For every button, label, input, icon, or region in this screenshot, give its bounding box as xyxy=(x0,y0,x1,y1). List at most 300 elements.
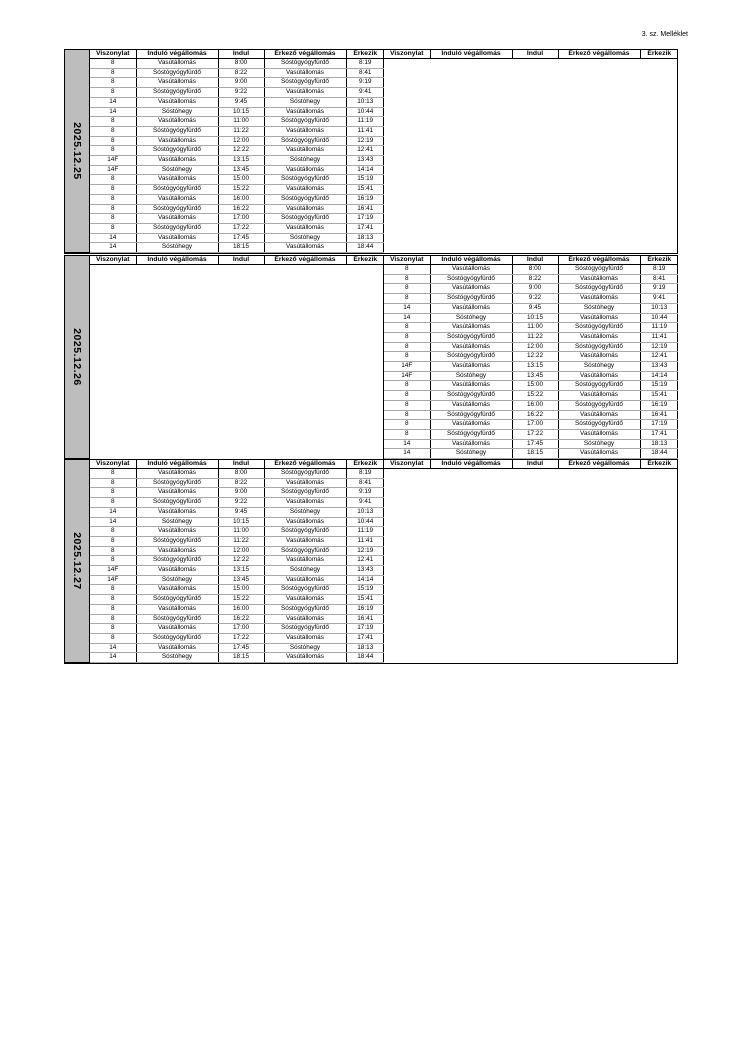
table-cell: 9:19 xyxy=(640,284,678,294)
table-cell: 8 xyxy=(90,204,136,214)
table-cell: 9:41 xyxy=(346,88,384,98)
table-cell: Sóstógyógyfürdő xyxy=(264,136,346,146)
table-cell: 18:15 xyxy=(218,243,264,253)
table-cell: 16:22 xyxy=(218,614,264,624)
table-cell: Vasútállomás xyxy=(558,332,640,342)
table-row xyxy=(90,585,384,595)
table-cell: 14F xyxy=(90,575,136,585)
table-cell: 11:19 xyxy=(640,323,678,333)
table-cell: 9:22 xyxy=(218,498,264,508)
header-row xyxy=(90,460,384,469)
left-timetable xyxy=(90,49,384,253)
table-cell: Sóstógyógyfürdő xyxy=(264,488,346,498)
table-cell: 8 xyxy=(384,332,430,342)
table-cell: 8 xyxy=(384,391,430,401)
column-header: Viszonylat xyxy=(90,50,136,59)
timetable xyxy=(90,459,384,663)
table-cell: 18:13 xyxy=(640,439,678,449)
table-cell: 18:15 xyxy=(512,449,558,459)
table-cell: Vasútállomás xyxy=(136,604,218,614)
table-cell: 14 xyxy=(90,517,136,527)
table-cell: 8 xyxy=(384,342,430,352)
table-cell: Vasútállomás xyxy=(264,633,346,643)
timetable xyxy=(384,255,678,459)
table-cell: Vasútállomás xyxy=(558,274,640,284)
table-cell: 14 xyxy=(90,507,136,517)
table-cell: Vasútállomás xyxy=(558,371,640,381)
table-row xyxy=(90,78,384,88)
table-cell: Sóstóhegy xyxy=(264,566,346,576)
table-cell: 8 xyxy=(90,126,136,136)
table-row xyxy=(90,243,384,253)
table-cell: Vasútállomás xyxy=(430,420,512,430)
table-cell: 9:41 xyxy=(346,498,384,508)
column-header: Érkezik xyxy=(346,460,384,469)
table-cell: 14 xyxy=(90,233,136,243)
table-cell: 12:22 xyxy=(218,556,264,566)
table-cell: Sóstóhegy xyxy=(558,439,640,449)
table-row xyxy=(90,165,384,175)
table-cell: 8 xyxy=(90,194,136,204)
table-row xyxy=(90,175,384,185)
table-cell: 13:15 xyxy=(218,156,264,166)
table-cell: 12:22 xyxy=(218,146,264,156)
table-cell: 15:00 xyxy=(218,175,264,185)
table-cell: 14:14 xyxy=(346,165,384,175)
annex-label: 3. sz. Melléklet xyxy=(641,31,688,38)
table-cell: Vasútállomás xyxy=(430,439,512,449)
table-cell: 12:00 xyxy=(512,342,558,352)
table-cell: 16:22 xyxy=(218,204,264,214)
table-cell: 8:00 xyxy=(512,265,558,275)
table-row xyxy=(90,194,384,204)
table-cell: Vasútállomás xyxy=(136,156,218,166)
table-cell: 17:22 xyxy=(218,633,264,643)
table-cell: 9:00 xyxy=(218,78,264,88)
table-cell: 12:19 xyxy=(640,342,678,352)
table-cell: Vasútállomás xyxy=(430,323,512,333)
table-row xyxy=(384,274,678,284)
column-header: Érkező végállomás xyxy=(558,256,640,265)
table-row xyxy=(90,614,384,624)
table-cell: Sóstógyógyfürdő xyxy=(136,223,218,233)
table-cell: 18:13 xyxy=(346,233,384,243)
table-cell: 8 xyxy=(90,78,136,88)
table-row xyxy=(90,469,384,479)
table-cell: 17:45 xyxy=(218,643,264,653)
table-row xyxy=(90,527,384,537)
table-cell: 8 xyxy=(90,146,136,156)
table-cell: 16:41 xyxy=(346,614,384,624)
table-cell: Vasútállomás xyxy=(136,527,218,537)
table-cell: 9:41 xyxy=(640,294,678,304)
table-cell: 8 xyxy=(384,274,430,284)
table-cell: 8 xyxy=(384,400,430,410)
table-cell: Vasútállomás xyxy=(136,78,218,88)
table-cell: 8 xyxy=(90,488,136,498)
table-row xyxy=(384,332,678,342)
table-row xyxy=(384,371,678,381)
table-cell: Sóstóhegy xyxy=(136,107,218,117)
table-row xyxy=(90,517,384,527)
table-cell: Vasútállomás xyxy=(264,498,346,508)
table-cell: Sóstógyógyfürdő xyxy=(264,527,346,537)
table-cell: 8:00 xyxy=(218,59,264,69)
table-cell: 15:41 xyxy=(346,185,384,195)
table-cell: 8 xyxy=(90,214,136,224)
table-cell: 12:19 xyxy=(346,546,384,556)
table-cell: 8 xyxy=(90,88,136,98)
table-cell: Sóstógyógyfürdő xyxy=(264,214,346,224)
table-row xyxy=(384,391,678,401)
table-cell: 18:44 xyxy=(346,653,384,663)
table-cell: Vasútállomás xyxy=(136,194,218,204)
table-cell: Sóstógyógyfürdő xyxy=(430,332,512,342)
table-cell: Sóstógyógyfürdő xyxy=(264,546,346,556)
table-cell: Vasútállomás xyxy=(558,429,640,439)
table-row xyxy=(90,595,384,605)
table-cell: Sóstóhegy xyxy=(430,313,512,323)
table-row xyxy=(90,488,384,498)
table-cell: 14F xyxy=(384,371,430,381)
table-cell: 9:22 xyxy=(512,294,558,304)
table-cell: 13:45 xyxy=(218,575,264,585)
table-cell: 17:45 xyxy=(218,233,264,243)
timetable xyxy=(384,459,678,469)
column-header: Induló végállomás xyxy=(430,256,512,265)
table-cell: 15:19 xyxy=(640,381,678,391)
table-cell: Sóstógyógyfürdő xyxy=(136,204,218,214)
table-cell: Vasútállomás xyxy=(430,265,512,275)
column-header: Érkezik xyxy=(346,50,384,59)
table-cell: 9:19 xyxy=(346,78,384,88)
day-block xyxy=(64,255,678,460)
table-cell: 18:13 xyxy=(346,643,384,653)
table-cell: 15:00 xyxy=(218,585,264,595)
table-cell: Sóstóhegy xyxy=(136,517,218,527)
table-cell: Vasútállomás xyxy=(558,449,640,459)
table-cell: Vasútállomás xyxy=(430,400,512,410)
table-cell: Sóstógyógyfürdő xyxy=(264,604,346,614)
table-cell: Sóstóhegy xyxy=(430,449,512,459)
table-cell: 9:00 xyxy=(218,488,264,498)
table-cell: 16:41 xyxy=(346,204,384,214)
table-cell: 8 xyxy=(384,294,430,304)
table-cell: Sóstóhegy xyxy=(264,507,346,517)
header-row xyxy=(90,50,384,59)
column-header: Érkezik xyxy=(640,256,678,265)
table-row xyxy=(384,420,678,430)
table-cell: 18:44 xyxy=(346,243,384,253)
table-cell: Sóstóhegy xyxy=(136,653,218,663)
table-cell: 11:00 xyxy=(218,117,264,127)
table-cell: Vasútállomás xyxy=(136,59,218,69)
table-row xyxy=(384,303,678,313)
column-header: Induló végállomás xyxy=(136,460,218,469)
table-cell: 14 xyxy=(90,97,136,107)
table-cell: 10:13 xyxy=(346,507,384,517)
date-cell xyxy=(64,459,90,663)
table-cell: 17:22 xyxy=(218,223,264,233)
table-cell: 8 xyxy=(90,59,136,69)
table-row xyxy=(384,381,678,391)
column-header: Viszonylat xyxy=(90,460,136,469)
column-header: Viszonylat xyxy=(384,256,430,265)
table-cell: Vasútállomás xyxy=(558,294,640,304)
table-cell: Sóstógyógyfürdő xyxy=(136,556,218,566)
table-cell: 14F xyxy=(90,165,136,175)
table-cell: 8 xyxy=(90,117,136,127)
column-header: Indul xyxy=(218,256,264,265)
column-header: Érkezik xyxy=(346,256,384,265)
table-cell: 13:43 xyxy=(640,362,678,372)
table-row xyxy=(90,643,384,653)
table-row xyxy=(90,233,384,243)
table-cell: Sóstógyógyfürdő xyxy=(430,274,512,284)
table-row xyxy=(90,204,384,214)
table-cell: Vasútállomás xyxy=(136,97,218,107)
column-header: Érkezik xyxy=(640,460,678,469)
table-cell: Sóstógyógyfürdő xyxy=(264,469,346,479)
table-cell: 13:43 xyxy=(346,156,384,166)
table-cell: 8 xyxy=(384,265,430,275)
table-cell: Vasútállomás xyxy=(136,585,218,595)
timetable xyxy=(384,49,678,59)
header-row xyxy=(384,50,678,59)
table-cell: Vasútállomás xyxy=(264,204,346,214)
table-cell: Sóstógyógyfürdő xyxy=(136,536,218,546)
table-cell: 13:45 xyxy=(512,371,558,381)
table-row xyxy=(384,429,678,439)
column-header: Viszonylat xyxy=(384,460,430,469)
table-row xyxy=(90,624,384,634)
table-cell: Vasútállomás xyxy=(430,284,512,294)
table-cell: 12:19 xyxy=(346,136,384,146)
table-cell: 12:00 xyxy=(218,546,264,556)
table-cell: 8 xyxy=(384,323,430,333)
table-cell: 10:15 xyxy=(512,313,558,323)
table-cell: 8 xyxy=(384,284,430,294)
table-cell: Vasútállomás xyxy=(264,243,346,253)
table-cell: Vasútállomás xyxy=(558,391,640,401)
table-cell: Sóstógyógyfürdő xyxy=(264,194,346,204)
table-cell: Vasútállomás xyxy=(264,146,346,156)
table-cell: Sóstógyógyfürdő xyxy=(558,265,640,275)
table-row xyxy=(384,284,678,294)
table-cell: 8 xyxy=(90,633,136,643)
table-cell: 18:44 xyxy=(640,449,678,459)
table-cell: 17:00 xyxy=(218,214,264,224)
table-cell: 8:22 xyxy=(218,68,264,78)
table-cell: 16:00 xyxy=(218,194,264,204)
table-cell: 15:41 xyxy=(346,595,384,605)
header-row xyxy=(90,256,384,265)
table-cell: 8 xyxy=(384,381,430,391)
table-cell: Sóstóhegy xyxy=(264,233,346,243)
table-cell: 14:14 xyxy=(346,575,384,585)
table-cell: 8:41 xyxy=(346,68,384,78)
table-row xyxy=(90,136,384,146)
table-cell: 8 xyxy=(90,604,136,614)
table-row xyxy=(90,653,384,663)
table-cell: Sóstóhegy xyxy=(264,156,346,166)
right-timetable xyxy=(384,459,678,663)
table-cell: 10:44 xyxy=(346,517,384,527)
table-cell: 8 xyxy=(90,585,136,595)
table-cell: Sóstóhegy xyxy=(136,165,218,175)
table-row xyxy=(90,604,384,614)
table-row xyxy=(90,59,384,69)
table-cell: Sóstógyógyfürdő xyxy=(264,59,346,69)
table-cell: 8:00 xyxy=(218,469,264,479)
table-row xyxy=(90,575,384,585)
table-cell: 15:19 xyxy=(346,585,384,595)
table-cell: 17:41 xyxy=(346,223,384,233)
column-header: Induló végállomás xyxy=(136,256,218,265)
table-cell: Sóstógyógyfürdő xyxy=(264,78,346,88)
table-cell: 8 xyxy=(384,352,430,362)
table-cell: 9:45 xyxy=(218,507,264,517)
table-cell: 12:41 xyxy=(640,352,678,362)
table-cell: Sóstógyógyfürdő xyxy=(136,185,218,195)
table-cell: Vasútállomás xyxy=(264,556,346,566)
column-header: Érkező végállomás xyxy=(558,50,640,59)
table-cell: 9:00 xyxy=(512,284,558,294)
table-cell: 14 xyxy=(90,243,136,253)
right-timetable xyxy=(384,255,678,459)
table-row xyxy=(90,478,384,488)
table-cell: 8 xyxy=(384,410,430,420)
table-cell: Vasútállomás xyxy=(264,68,346,78)
table-cell: 8:22 xyxy=(512,274,558,284)
table-cell: 14F xyxy=(384,362,430,372)
table-cell: 11:22 xyxy=(218,536,264,546)
table-cell: Sóstógyógyfürdő xyxy=(136,595,218,605)
column-header: Indul xyxy=(218,50,264,59)
table-cell: Sóstógyógyfürdő xyxy=(558,342,640,352)
table-cell: 16:19 xyxy=(346,194,384,204)
table-cell: 14 xyxy=(90,643,136,653)
table-cell: Vasútállomás xyxy=(136,643,218,653)
table-row xyxy=(90,633,384,643)
table-cell: Vasútállomás xyxy=(136,566,218,576)
table-cell: 17:00 xyxy=(218,624,264,634)
table-cell: 11:00 xyxy=(218,527,264,537)
table-cell: 10:44 xyxy=(640,313,678,323)
table-cell: 8 xyxy=(90,223,136,233)
table-row xyxy=(90,498,384,508)
table-cell: Vasútállomás xyxy=(264,517,346,527)
date-cell xyxy=(64,255,90,459)
table-cell: Vasútállomás xyxy=(264,595,346,605)
table-cell: 10:13 xyxy=(346,97,384,107)
table-cell: 17:19 xyxy=(346,624,384,634)
table-cell: Sóstógyógyfürdő xyxy=(558,284,640,294)
table-cell: Vasútállomás xyxy=(430,362,512,372)
table-row xyxy=(384,323,678,333)
table-row xyxy=(384,449,678,459)
table-cell: Sóstógyógyfürdő xyxy=(430,294,512,304)
table-cell: 13:15 xyxy=(218,566,264,576)
column-header: Érkező végállomás xyxy=(264,256,346,265)
table-cell: Vasútállomás xyxy=(264,126,346,136)
left-timetable xyxy=(90,459,384,663)
table-cell: 8:41 xyxy=(640,274,678,284)
table-cell: 9:45 xyxy=(218,97,264,107)
table-cell: 16:19 xyxy=(346,604,384,614)
table-cell: Sóstógyógyfürdő xyxy=(136,633,218,643)
table-cell: Vasútállomás xyxy=(136,117,218,127)
table-row xyxy=(90,223,384,233)
table-cell: 15:19 xyxy=(346,175,384,185)
table-cell: Sóstóhegy xyxy=(558,362,640,372)
table-cell: 14 xyxy=(384,439,430,449)
table-cell: Vasútállomás xyxy=(136,233,218,243)
table-cell: Vasútállomás xyxy=(558,410,640,420)
table-cell: 8:19 xyxy=(346,59,384,69)
table-row xyxy=(90,126,384,136)
table-row xyxy=(384,400,678,410)
table-row xyxy=(384,265,678,275)
table-cell: Vasútállomás xyxy=(136,214,218,224)
header-row xyxy=(384,256,678,265)
table-cell: 12:41 xyxy=(346,146,384,156)
table-cell: 14F xyxy=(90,566,136,576)
table-cell: Sóstóhegy xyxy=(264,97,346,107)
table-cell: Vasútállomás xyxy=(558,352,640,362)
table-cell: Sóstógyógyfürdő xyxy=(136,146,218,156)
table-cell: 11:41 xyxy=(346,126,384,136)
table-row xyxy=(90,556,384,566)
table-cell: 12:22 xyxy=(512,352,558,362)
table-cell: Vasútállomás xyxy=(558,313,640,323)
table-cell: 10:13 xyxy=(640,303,678,313)
table-cell: 13:45 xyxy=(218,165,264,175)
table-cell: 17:19 xyxy=(640,420,678,430)
table-cell: 9:22 xyxy=(218,88,264,98)
table-cell: Vasútállomás xyxy=(264,653,346,663)
table-row xyxy=(90,88,384,98)
table-cell: 12:41 xyxy=(346,556,384,566)
table-cell: Sóstógyógyfürdő xyxy=(136,498,218,508)
table-cell: 15:00 xyxy=(512,381,558,391)
table-cell: 8 xyxy=(90,478,136,488)
column-header: Érkező végállomás xyxy=(264,50,346,59)
table-cell: 8 xyxy=(90,527,136,537)
table-cell: 14:14 xyxy=(640,371,678,381)
table-cell: 8 xyxy=(384,429,430,439)
table-cell: Sóstógyógyfürdő xyxy=(558,323,640,333)
table-cell: Vasútállomás xyxy=(264,165,346,175)
table-cell: 8:19 xyxy=(346,469,384,479)
table-row xyxy=(384,313,678,323)
table-cell: Sóstógyógyfürdő xyxy=(558,400,640,410)
table-cell: Vasútállomás xyxy=(430,342,512,352)
column-header: Érkező végállomás xyxy=(558,460,640,469)
table-row xyxy=(90,536,384,546)
table-cell: 8 xyxy=(90,624,136,634)
table-cell: Sóstóhegy xyxy=(558,303,640,313)
table-cell: Vasútállomás xyxy=(136,488,218,498)
table-cell: 8 xyxy=(90,614,136,624)
table-cell: 15:22 xyxy=(512,391,558,401)
table-row xyxy=(384,439,678,449)
table-cell: 8 xyxy=(90,595,136,605)
table-row xyxy=(384,352,678,362)
table-row xyxy=(90,507,384,517)
table-row xyxy=(90,214,384,224)
day-block xyxy=(64,459,678,664)
